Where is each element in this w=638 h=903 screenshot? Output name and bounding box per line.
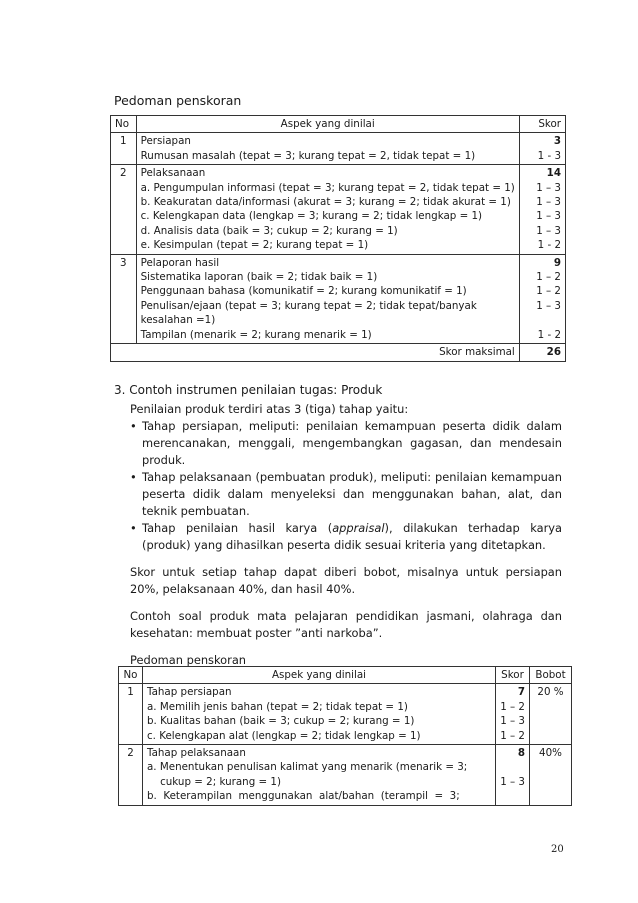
aspect-line: b. Keterampilan menggunakan alat/bahan (terampil = 3; [147, 790, 460, 803]
row-bobot: 20 % [530, 684, 572, 745]
row-skor [496, 745, 530, 806]
table-row [119, 684, 572, 745]
list-item [130, 469, 562, 520]
score-range: 1 - 2 [537, 328, 561, 341]
score-range [500, 760, 525, 774]
scoring-table-1 [110, 115, 566, 362]
bullet-icon: • [130, 419, 137, 433]
row-bobot: 40% [530, 745, 572, 806]
scoring-table-2 [118, 666, 572, 806]
aspect-line: Tampilan (menarik = 2; kurang menarik = 1) [140, 328, 372, 341]
bullet-text: Tahap persiapan, meliputi: penilaian kemampuan peserta didik dalam merencanakan, menggali, mengembangkan gagasan, dan mendesain produk. [142, 419, 562, 467]
row-aspek [143, 684, 496, 745]
table1-title: Pedoman penskoran [114, 93, 242, 108]
header-aspek: Aspek yang dinilai [136, 116, 519, 133]
row-no: 2 [111, 165, 137, 254]
score-total: 7 [517, 686, 525, 699]
aspect-line: Persiapan [140, 135, 191, 148]
score-range: 1 - 3 [537, 149, 561, 162]
score-range: 1 – 2 [536, 271, 561, 284]
table1-footer-row [111, 344, 566, 361]
row-no: 3 [111, 254, 137, 343]
max-score-value: 26 [519, 344, 565, 361]
header-no: No [111, 116, 137, 133]
bullet-icon: • [130, 470, 137, 484]
header-aspek: Aspek yang dinilai [143, 667, 496, 684]
aspect-line: a. Pengumpulan informasi (tepat = 3; kurang tepat = 2, tidak tepat = 1) [140, 181, 515, 194]
score-range [500, 789, 525, 803]
bullet-text [142, 520, 562, 554]
score-range: 1 – 3 [536, 181, 561, 194]
table-row [111, 165, 566, 254]
aspect-line: c. Kelengkapan data (lengkap = 3; kurang = 2; tidak lengkap = 1) [140, 210, 483, 223]
weight-paragraph: Skor untuk setiap tahap dapat diberi bobot, misalnya untuk persiapan 20%, pelaksanaan 40%, dan hasil 40%. [130, 565, 562, 596]
row-aspek [136, 254, 519, 343]
header-no: No [119, 667, 143, 684]
bullet-text-pre: Tahap penilaian hasil karya ( [142, 521, 333, 535]
score-range: 1 – 2 [500, 729, 525, 742]
row-no: 2 [119, 745, 143, 806]
aspect-line: b. Kualitas bahan (baik = 3; cukup = 2; kurang = 1) [147, 715, 415, 728]
list-item [130, 520, 562, 554]
aspect-line: Tahap pelaksanaan [147, 747, 246, 760]
header-skor: Skor [496, 667, 530, 684]
score-range: 1 - 2 [537, 239, 561, 252]
aspect-line: Tahap persiapan [147, 686, 232, 699]
aspect-line: cukup = 2; kurang = 1) [147, 775, 281, 788]
row-skor [519, 165, 565, 254]
score-range: 1 – 2 [536, 285, 561, 298]
section3-heading: 3. Contoh instrumen penilaian tugas: Produk [114, 383, 383, 397]
max-score-label: Skor maksimal [111, 344, 520, 361]
list-item [130, 418, 562, 469]
row-skor [519, 254, 565, 343]
score-range: 1 – 3 [500, 775, 525, 788]
score-range: 1 – 3 [536, 299, 561, 312]
row-skor [496, 684, 530, 745]
score-range: 1 – 2 [500, 700, 525, 713]
row-aspek [136, 133, 519, 165]
bullet-text: Tahap pelaksanaan (pembuatan produk), meliputi: penilaian kemampuan peserta didik dalam menyeleksi dan menggunakan bahan, alat, dan teknik pembuatan. [142, 470, 562, 518]
row-aspek [143, 745, 496, 806]
score-total: 14 [546, 167, 561, 180]
row-no: 1 [119, 684, 143, 745]
table2-title: Pedoman penskoran [130, 653, 247, 667]
aspect-line: a. Memilih jenis bahan (tepat = 2; tidak tepat = 1) [147, 700, 408, 713]
row-skor [519, 133, 565, 165]
aspect-line: Penggunaan bahasa (komunikatif = 2; kurang komunikatif = 1) [140, 285, 467, 298]
aspect-line: a. Menentukan penulisan kalimat yang menarik (menarik = 3; [147, 761, 468, 774]
section3-body [130, 401, 562, 669]
score-range [524, 313, 561, 327]
table1-header-row [111, 116, 566, 133]
score-range: 1 – 3 [536, 224, 561, 237]
score-range: 1 – 3 [536, 196, 561, 209]
table-row [119, 745, 572, 806]
table-row [111, 133, 566, 165]
bullet-text-emphasis: appraisal [332, 521, 385, 535]
row-no: 1 [111, 133, 137, 165]
table-row [111, 254, 566, 343]
aspect-line: Pelaporan hasil [140, 256, 220, 269]
score-total: 8 [517, 747, 525, 760]
page-number: 20 [551, 844, 564, 855]
aspect-line: kesalahan =1) [140, 314, 216, 327]
aspect-line: b. Keakuratan data/informasi (akurat = 3; kurang = 2; tidak akurat = 1) [140, 196, 511, 209]
example-paragraph: Contoh soal produk mata pelajaran pendidikan jasmani, olahraga dan kesehatan: membuat poster ”anti narkoba”. [130, 609, 562, 640]
row-aspek [136, 165, 519, 254]
aspect-line: Rumusan masalah (tepat = 3; kurang tepat = 2, tidak tepat = 1) [140, 149, 476, 162]
section3-intro: Penilaian produk terdiri atas 3 (tiga) tahap yaitu: [130, 402, 409, 416]
aspect-line: Sistematika laporan (baik = 2; tidak baik = 1) [140, 271, 378, 284]
aspect-line: Pelaksanaan [140, 167, 206, 180]
bullet-text-post: ), dilakukan terhadap karya (produk) yang dihasilkan peserta didik sesuai kriteria yang ditetapkan. [142, 521, 562, 552]
aspect-line: Penulisan/ejaan (tepat = 3; kurang tepat = 2; tidak tepat/banyak [140, 299, 477, 312]
aspect-line: e. Kesimpulan (tepat = 2; kurang tepat = 1) [140, 239, 369, 252]
table2-header-row [119, 667, 572, 684]
score-range: 1 – 3 [500, 715, 525, 728]
score-total: 9 [553, 256, 561, 269]
header-bobot: Bobot [530, 667, 572, 684]
bullet-icon: • [130, 521, 137, 535]
aspect-line: d. Analisis data (baik = 3; cukup = 2; kurang = 1) [140, 224, 398, 237]
aspect-line: c. Kelengkapan alat (lengkap = 2; tidak lengkap = 1) [147, 729, 421, 742]
score-range: 1 – 3 [536, 210, 561, 223]
header-skor: Skor [519, 116, 565, 133]
score-total: 3 [553, 135, 561, 148]
